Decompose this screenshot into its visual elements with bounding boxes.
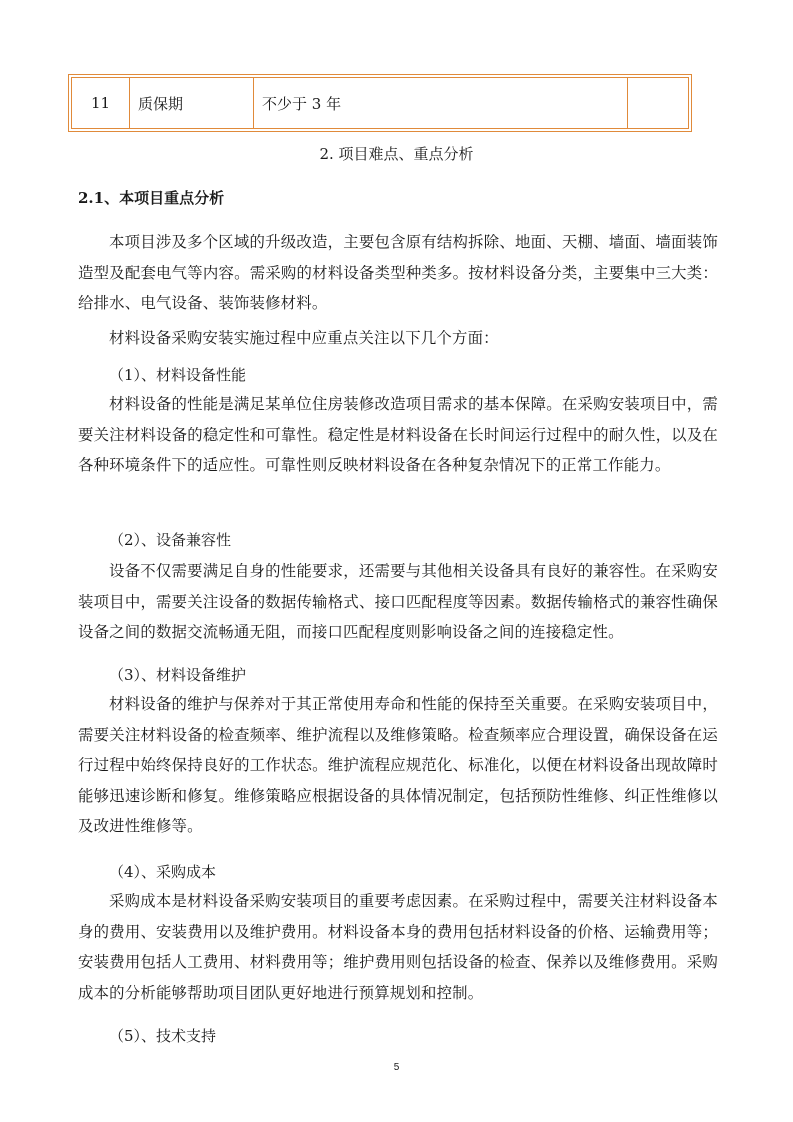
focus-intro-paragraph: 材料设备采购安装实施过程中应重点关注以下几个方面： [109,329,499,347]
item-body-compatibility: 设备不仅需要满足自身的性能要求，还需要与其他相关设备具有良好的兼容性。在采购安装项目中，需要关注设备的数据传输格式、接口匹配程度等因素。数据传输格式的兼容性确保设备之间的数据交流畅通无阻，而接口匹配程度则影响设备之间的连接稳定性。 [78,562,718,642]
section-heading: 2. 项目难点、重点分析 [319,145,474,163]
item-body-performance: 材料设备的性能是满足某单位住房装修改造项目需求的基本保障。在采购安装项目中，需要关注材料设备的稳定性和可靠性。稳定性是材料设备在长时间运行过程中的耐久性，以及在各种环境条件下的适应性。可靠性则反映材料设备在各种复杂情况下的正常工作能力。 [78,395,718,475]
item-title-support: （5）、技术支持 [109,1027,217,1045]
item-title-performance: （1）、材料设备性能 [109,366,247,384]
page-number: 5 [393,1062,400,1073]
requirement-cell: 不少于 3 年 [254,78,628,128]
table-row [71,77,689,129]
item-body-cost: 采购成本是材料设备采购安装项目的重要考虑因素。在采购过程中，需要关注材料设备本身的费用、安装费用以及维护费用。材料设备本身的费用包括材料设备的价格、运输费用等；安装费用包括人工费用、材料费用等；维护费用则包括设备的检查、保养以及维修费用。采购成本的分析能够帮助项目团队更好地进行预算规划和控制。 [78,892,718,1002]
spec-table [68,74,692,132]
item-title-compatibility: （2）、设备兼容性 [109,531,232,549]
remark-cell [628,78,688,128]
subsection-heading: 2.1、本项目重点分析 [78,189,225,207]
item-cell: 质保期 [130,78,254,128]
intro-paragraph: 本项目涉及多个区域的升级改造，主要包含原有结构拆除、地面、天棚、墙面、墙面装饰造型及配套电气等内容。需采购的材料设备类型种类多。按材料设备分类，主要集中三大类：给排水、电气设备、装饰装修材料。 [78,233,718,313]
item-title-maintenance: （3）、材料设备维护 [109,666,247,684]
item-body-maintenance: 材料设备的维护与保养对于其正常使用寿命和性能的保持至关重要。在采购安装项目中，需要关注材料设备的检查频率、维护流程以及维修策略。检查频率应合理设置，确保设备在运行过程中始终保持良好的工作状态。维护流程应规范化、标准化，以便在材料设备出现故障时能够迅速诊断和修复。维修策略应根据设备的具体情况制定，包括预防性维修、纠正性维修以及改进性维修等。 [78,695,718,836]
item-title-cost: （4）、采购成本 [109,863,217,881]
row-number-cell: 11 [72,78,130,128]
